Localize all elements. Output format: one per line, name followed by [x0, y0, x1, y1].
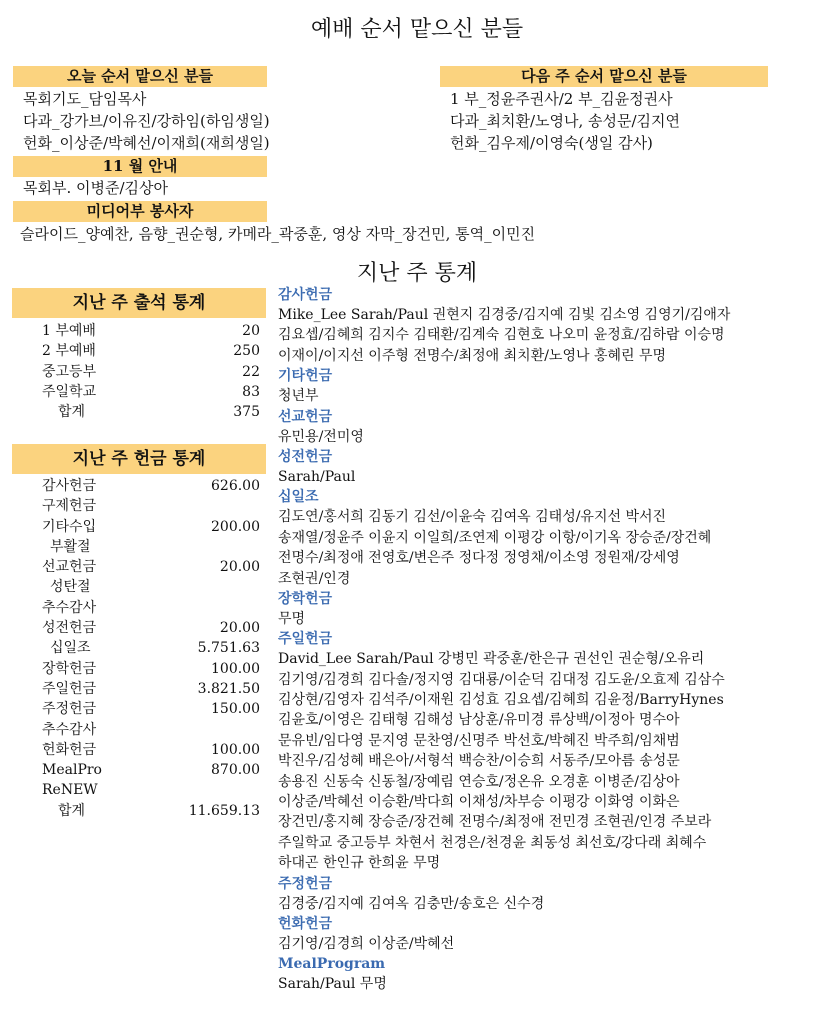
offering-row: 추수감사 — [42, 599, 97, 616]
donor-line: 주일학교 중고등부 차현서 천경은/천경윤 최동성 최선호/강다래 최혜수 — [278, 834, 707, 851]
donor-line: 장건민/홍지혜 장승준/장건혜 전명수/최정애 전민경 조현권/인경 주보라 — [278, 814, 712, 831]
donor-line: 청년부 — [278, 388, 319, 405]
offering-row: ReNEW — [42, 782, 98, 799]
offering-row: MealPro 870.00 — [42, 762, 260, 779]
donor-category: 헌화헌금 — [278, 915, 333, 932]
attendance-row: 중고등부 22 — [42, 363, 260, 380]
next-week-line: 다과_최치환/노영나, 송성문/김지연 — [450, 112, 681, 130]
donor-category: 성전헌금 — [278, 448, 333, 465]
donor-category: 기타헌금 — [278, 368, 333, 385]
donor-category: MealProgram — [278, 956, 386, 973]
donor-line: 박진우/김성혜 배은아/서형석 백승찬/이승희 서동주/모아름 송성문 — [278, 753, 680, 770]
media-line: 슬라이드_양예찬, 음향_권순형, 카메라_곽중훈, 영상 자막_장건민, 통역_이민진 — [20, 225, 536, 243]
page-title: 예배 순서 맡으신 분들 — [310, 17, 524, 42]
donor-category: 주일헌금 — [278, 631, 333, 648]
attendance-row: 1 부예배 20 — [42, 323, 260, 339]
donor-list — [278, 285, 828, 995]
november-header: 11 월 안내 — [13, 156, 267, 177]
offering-row: 성전헌금 20.00 — [42, 620, 260, 637]
attendance-header: 지난 주 출석 통계 — [12, 288, 266, 318]
offering-row: 십일조 5.751.63 — [50, 640, 260, 657]
stats-title: 지난 주 통계 — [356, 261, 478, 286]
donor-line: 이상준/박혜선 이승환/박다희 이채성/차부승 이평강 이화영 이화은 — [278, 794, 680, 811]
offering-row: 선교헌금 20.00 — [42, 559, 260, 576]
donor-line: 이재이/이지선 이주형 전명수/최정애 최치환/노영나 홍혜린 무명 — [278, 347, 667, 364]
offering-row: 기타수입 200.00 — [42, 518, 260, 535]
next-week-line: 헌화_김우제/이영숙(생일 감사) — [450, 134, 653, 152]
donor-category: 선교헌금 — [278, 408, 333, 425]
donor-line: 문유빈/임다영 문지영 문찬영/신명주 박선호/박혜진 박주희/임채범 — [278, 732, 680, 749]
next-week-line: 1 부_정윤주권사/2 부_김윤정권사 — [450, 90, 673, 108]
attendance-table — [12, 321, 266, 422]
donor-category: 감사헌금 — [278, 287, 333, 303]
donor-line: Sarah/Paul 무명 — [278, 976, 387, 993]
donor-category: 십일조 — [278, 489, 319, 506]
offering-row: 성탄절 — [50, 579, 91, 596]
offering-row: 감사헌금 626.00 — [42, 478, 260, 494]
offering-row: 구제헌금 — [42, 498, 97, 515]
donor-line: 김상현/김영자 김석주/이재원 김성효 김요셉/김혜희 김윤정/BarryHynes — [278, 692, 724, 709]
donor-line: 김기영/김경희 이상준/박혜선 — [278, 935, 455, 952]
donor-line: 송재열/정윤주 이윤지 이일희/조연제 이평강 이항/이기옥 장승준/장건혜 — [278, 529, 712, 546]
donor-line: 무명 — [278, 610, 306, 627]
donor-line: 김윤호/이영은 김태형 김해성 남상훈/유미경 류상백/이정아 명수아 — [278, 712, 680, 729]
donor-line: 김기영/김경희 김다솔/정지영 김대룡/이순덕 김대정 김도윤/오효제 김삼수 — [278, 671, 725, 688]
donor-line: 김요셉/김혜희 김지수 김태환/김계숙 김현호 나오미 윤정효/김하람 이승명 — [278, 327, 725, 344]
next-week-header: 다음 주 순서 맡으신 분들 — [440, 66, 768, 87]
donor-category: 주정헌금 — [278, 875, 333, 892]
today-line: 목회기도_담임목사 — [23, 90, 147, 108]
donor-line: 전명수/최정애 전영호/변은주 정다정 정영채/이소영 정원재/강세영 — [278, 550, 680, 567]
offering-row: 추수감사 — [42, 721, 97, 738]
offering-row: 주정헌금 150.00 — [42, 701, 260, 718]
donor-line: 유민용/전미영 — [278, 428, 364, 445]
donor-category: 장학헌금 — [278, 590, 333, 607]
offering-row: 장학헌금 100.00 — [42, 660, 260, 677]
offering-total-row: 합계 11.659.13 — [58, 802, 260, 819]
donor-line: 조현권/인경 — [278, 570, 351, 587]
donor-line: Sarah/Paul — [278, 468, 356, 485]
attendance-row: 2 부예배 250 — [42, 343, 260, 360]
offering-table — [12, 476, 266, 821]
offering-row: 주일헌금 3.821.50 — [42, 680, 260, 697]
today-line: 헌화_이상준/박혜선/이재희(재희생일) — [23, 134, 270, 152]
attendance-total-row: 합계 375 — [58, 404, 260, 421]
offering-header: 지난 주 헌금 통계 — [12, 444, 266, 474]
offering-row: 부활절 — [50, 538, 91, 555]
offering-row: 헌화헌금 100.00 — [42, 741, 260, 758]
media-header: 미디어부 봉사자 — [13, 201, 267, 222]
donor-line: 김경중/김지예 김여옥 김충만/송호은 신수경 — [278, 895, 545, 912]
donor-line: 김도연/홍서희 김동기 김선/이윤숙 김여옥 김태성/유지선 박서진 — [278, 509, 667, 526]
november-line: 목회부. 이병준/김상아 — [23, 179, 169, 197]
attendance-row: 주일학교 83 — [42, 383, 260, 400]
today-line: 다과_강가브/이유진/강하임(하임생일) — [23, 112, 270, 130]
donor-line: David_Lee Sarah/Paul 강병민 곽중훈/한은규 권선인 권순형/오유리 — [278, 651, 705, 668]
today-header: 오늘 순서 맡으신 분들 — [13, 66, 267, 87]
donor-line: 하대곤 한인규 한희윤 무명 — [278, 855, 441, 872]
donor-line: 송용진 신동숙 신동철/장예림 연승호/정온유 오경훈 이병준/김상아 — [278, 773, 680, 790]
donor-line: Mike_Lee Sarah/Paul 권현지 김경중/김지예 김빛 김소영 김영기/김애자 — [278, 307, 731, 323]
